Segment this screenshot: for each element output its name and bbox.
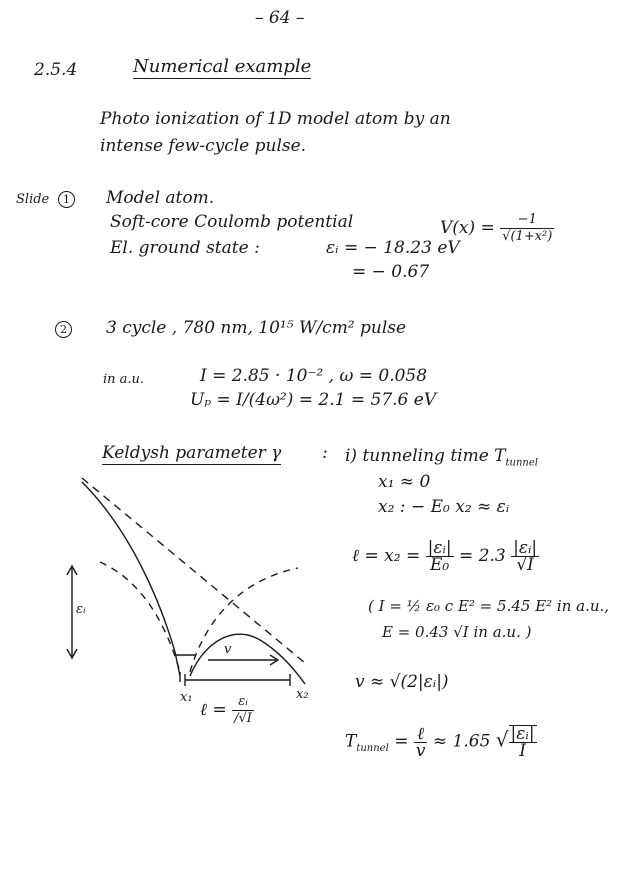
section-title: Numerical example — [133, 56, 312, 77]
tunnel-length-eq: ℓ = x₂ = $\frac{\text{|εᵢ|}}{\text{E₀}}$ = 2.3 $\frac{\text{|εᵢ|}}{√I}$ — [352, 538, 538, 575]
tunneling-time-item: i) tunneling time $T_{tunnel}$ — [345, 446, 538, 469]
slide-1-number: 1 — [58, 188, 75, 208]
section-number: 2.5.4 — [34, 60, 78, 80]
pulse-parameters: 3 cycle , 780 nm, 10¹⁵ W/cm² pulse — [106, 318, 407, 338]
field-amplitude-relation: E = 0.43 √I in a.u. ) — [382, 623, 532, 641]
ground-state-energy: εᵢ = − 18.23 eV — [326, 238, 460, 258]
tilted-potential-right — [190, 634, 305, 684]
intro-line-1: Photo ionization of 1D model atom by an — [100, 109, 451, 129]
keldysh-title: Keldysh parameter γ — [102, 443, 282, 463]
velocity-eq: v ≈ √(2|εᵢ|) — [355, 672, 449, 692]
page-number: – 64 – — [255, 8, 305, 28]
coulomb-dashed-left — [100, 562, 180, 672]
tilted-potential-left — [82, 482, 180, 676]
slide-2-number: 2 — [55, 318, 72, 338]
intensity-eq: I = 2.85 · 10⁻² , ω = 0.058 — [200, 366, 428, 386]
ponderomotive-eq: Uₚ = I/(4ω²) = 2.1 = 57.6 eV — [190, 390, 437, 410]
ground-state-au: = − 0.67 — [352, 262, 430, 282]
keldysh-colon: : — [322, 443, 328, 463]
eps-label: εᵢ — [76, 602, 86, 617]
slide-label: Slide — [16, 192, 50, 207]
tunnel-time-eq: $T_{tunnel}$ = $\frac{\text{ℓ}}{v}$ ≈ 1.65 √ $\frac{\text{|εᵢ|}}{I}$ — [345, 723, 535, 761]
velocity-label: v — [224, 642, 232, 657]
x2-eq: x₂ : − E₀ x₂ ≈ εᵢ — [378, 497, 510, 517]
x1-label: x₁ — [180, 690, 193, 705]
potential-formula: V(x) = $\frac{-1}{\text{√(1+x²)}}$ — [440, 212, 553, 244]
intensity-field-relation: ( I = ½ ε₀ c E² = 5.45 E² in a.u., — [368, 597, 610, 615]
intro-line-2: intense few-cycle pulse. — [100, 136, 307, 156]
x1-eq: x₁ ≈ 0 — [378, 472, 431, 492]
au-label: in a.u. — [103, 372, 145, 387]
potential-text: Soft-core Coulomb potential — [110, 212, 354, 232]
length-label: ℓ = $\frac{\text{εᵢ}}{/√I}$ — [200, 694, 252, 726]
ground-state-text: El. ground state : — [110, 238, 260, 258]
model-atom-heading: Model atom. — [106, 188, 215, 208]
x2-label: x₂ — [296, 687, 309, 702]
